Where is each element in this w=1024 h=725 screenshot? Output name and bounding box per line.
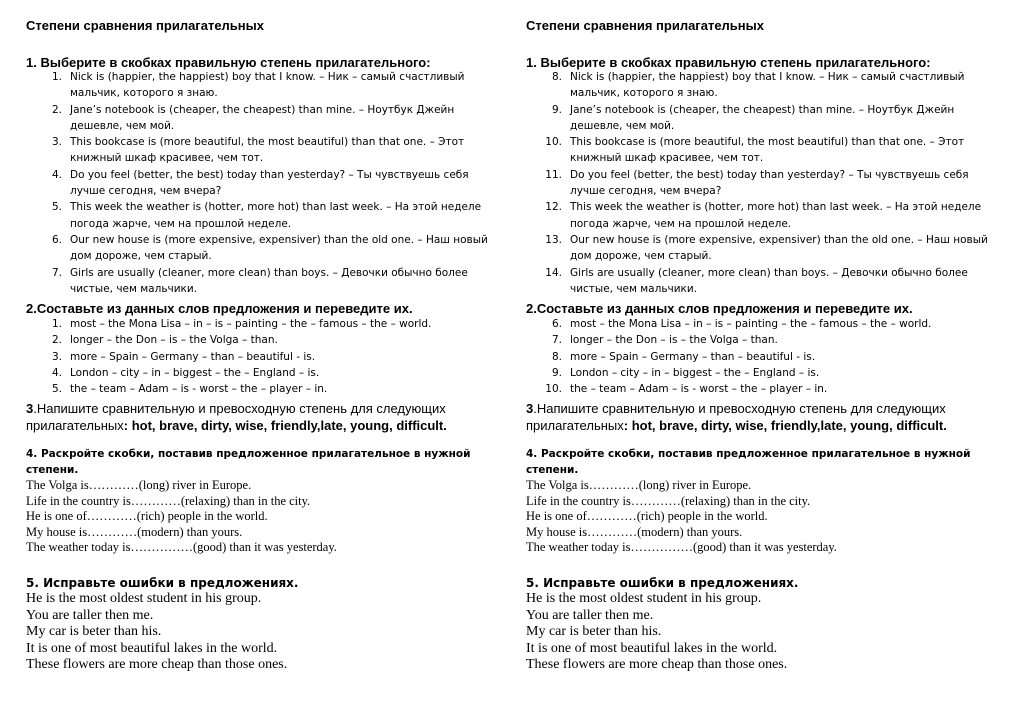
exercise-line: You are taller then me. — [26, 607, 154, 623]
item-text: This week the weather is (hotter, more hot) than last week. – На этой неделе погода жарче, чем на прошлой неделе. — [70, 201, 482, 230]
exercise-line: The Volga is…………(long) river in Europe. — [526, 478, 752, 492]
section3-number: 3 — [526, 401, 534, 416]
item-text: more – Spain – Germany – than – beautiful - is. — [70, 350, 316, 363]
section1-heading: 1. Выберите в скобках правильную степень прилагательного: — [26, 55, 431, 70]
item-number: 5. — [51, 383, 62, 396]
exercise-line: It is one of most beautiful lakes in the world. — [526, 640, 778, 656]
list-item — [526, 316, 1006, 332]
exercise-line: He is the most oldest student in his group. — [526, 591, 762, 606]
item-text: Jane’s notebook is (cheaper, the cheapest) than mine. – Ноутбук Джейн дешевле, чем мой. — [70, 103, 455, 132]
section1-list — [526, 69, 1006, 297]
section3-words: : hot, brave, dirty, wise, friendly,late, young, difficult. — [123, 418, 447, 433]
exercise-line: These flowers are more cheap than those ones. — [526, 657, 788, 673]
list-item — [26, 381, 506, 397]
exercise-line: He is one of…………(rich) people in the world. — [526, 509, 768, 524]
list-item — [526, 232, 1006, 265]
section4-lines — [26, 478, 337, 556]
list-item — [26, 332, 506, 348]
section3-number: 3 — [26, 401, 34, 416]
list-item — [26, 102, 506, 135]
item-text: This week the weather is (hotter, more hot) than last week. – На этой неделе погода жарче, чем на прошлой неделе. — [570, 201, 982, 230]
item-text: longer – the Don – is – the Volga – than. — [70, 334, 278, 347]
list-item — [26, 69, 506, 102]
list-item — [26, 349, 506, 365]
exercise-line: My house is…………(modern) than yours. — [26, 524, 243, 539]
exercise-line: My house is…………(modern) than yours. — [526, 524, 743, 539]
exercise-line: It is one of most beautiful lakes in the world. — [26, 640, 278, 656]
item-number: 2. — [51, 334, 62, 347]
item-number: 7. — [51, 266, 62, 279]
section5-heading: 5. Исправьте ошибки в предложениях. — [26, 576, 299, 590]
section2-heading: 2.Составьте из данных слов предложения и переведите их. — [526, 301, 913, 316]
section1-list — [26, 69, 506, 297]
list-item — [526, 265, 1006, 298]
section3-heading — [26, 400, 506, 434]
list-item — [26, 365, 506, 381]
section4-lines — [526, 478, 837, 556]
section2-list — [26, 316, 506, 397]
item-text: the – team – Adam – is - worst – the – player – in. — [570, 383, 828, 396]
item-number: 8. — [551, 350, 562, 363]
item-number: 9. — [551, 366, 562, 379]
section2-heading: 2.Составьте из данных слов предложения и переведите их. — [26, 301, 413, 316]
list-item — [526, 381, 1006, 397]
item-text: London – city – in – biggest – the – England – is. — [70, 366, 320, 379]
exercise-line: These flowers are more cheap than those ones. — [26, 657, 288, 673]
item-text: Nick is (happier, the happiest) boy that I know. – Ник – самый счастливый мальчик, которого я знаю. — [570, 71, 965, 100]
item-text: Jane’s notebook is (cheaper, the cheapest) than mine. – Ноутбук Джейн дешевле, чем мой. — [570, 103, 955, 132]
section5-lines — [26, 591, 287, 674]
exercise-line: He is one of…………(rich) people in the world. — [26, 509, 268, 524]
item-number: 13. — [545, 233, 562, 246]
item-text: more – Spain – Germany – than – beautiful - is. — [570, 350, 816, 363]
item-text: Do you feel (better, the best) today than yesterday? – Ты чувствуешь себя лучше сегодня, чем вчера? — [70, 168, 469, 198]
item-number: 8. — [551, 71, 562, 83]
item-number: 10. — [545, 136, 562, 149]
worksheet-title: Степени сравнения прилагательных — [26, 18, 264, 33]
item-number: 1. — [51, 71, 62, 83]
item-text: most – the Mona Lisa – in – is – painting – the – famous – the – world. — [70, 318, 432, 330]
item-number: 3. — [51, 136, 62, 149]
exercise-line: Life in the country is…………(relaxing) than in the city. — [26, 493, 311, 508]
exercise-line: The Volga is…………(long) river in Europe. — [26, 478, 252, 492]
list-item — [526, 102, 1006, 135]
list-item — [526, 69, 1006, 102]
exercise-line: He is the most oldest student in his group. — [26, 591, 262, 606]
worksheet-title: Степени сравнения прилагательных — [526, 18, 764, 33]
item-text: Our new house is (more expensive, expensiver) than the old one. – Наш новый дом дороже, чем старый. — [570, 233, 988, 263]
item-number: 6. — [551, 318, 562, 330]
list-item — [26, 316, 506, 332]
list-item — [526, 365, 1006, 381]
item-text: This bookcase is (more beautiful, the most beautiful) than that one. – Этот книжный шкаф красивее, чем тот. — [570, 136, 965, 165]
exercise-line: You are taller then me. — [526, 607, 654, 623]
item-number: 6. — [51, 233, 62, 246]
list-item — [526, 332, 1006, 348]
exercise-line: The weather today is……………(good) than it was yesterday. — [526, 540, 837, 555]
list-item — [26, 199, 506, 232]
item-text: the – team – Adam – is - worst – the – player – in. — [70, 383, 328, 396]
item-number: 3. — [51, 350, 62, 363]
item-text: Girls are usually (cleaner, more clean) than boys. – Девочки обычно более чистые, чем мальчики. — [70, 266, 468, 295]
item-number: 7. — [551, 334, 562, 347]
item-text: London – city – in – biggest – the – England – is. — [570, 366, 820, 379]
list-item — [26, 232, 506, 265]
item-text: Girls are usually (cleaner, more clean) than boys. – Девочки обычно более чистые, чем мальчики. — [570, 266, 968, 295]
exercise-line: The weather today is……………(good) than it was yesterday. — [26, 540, 337, 555]
section2-list — [526, 316, 1006, 397]
item-number: 12. — [545, 201, 562, 214]
item-text: most – the Mona Lisa – in – is – painting – the – famous – the – world. — [570, 318, 932, 330]
item-text: Do you feel (better, the best) today than yesterday? – Ты чувствуешь себя лучше сегодня, чем вчера? — [570, 168, 969, 198]
list-item — [26, 265, 506, 298]
item-number: 1. — [51, 318, 62, 330]
section3-words: : hot, brave, dirty, wise, friendly,late, young, difficult. — [623, 418, 947, 433]
item-number: 5. — [51, 201, 62, 214]
section5-heading: 5. Исправьте ошибки в предложениях. — [526, 576, 799, 590]
item-number: 2. — [51, 103, 62, 116]
item-number: 4. — [51, 168, 62, 181]
section3-heading — [526, 400, 1006, 434]
list-item — [526, 349, 1006, 365]
list-item — [526, 167, 1006, 200]
item-number: 10. — [545, 383, 562, 396]
exercise-line: My car is beter than his. — [526, 624, 662, 640]
list-item — [526, 134, 1006, 167]
section4-heading: 4. Раскройте скобки, поставив предложенное прилагательное в нужной степени. — [26, 448, 471, 476]
item-text: longer – the Don – is – the Volga – than. — [570, 334, 778, 347]
list-item — [26, 134, 506, 167]
list-item — [26, 167, 506, 200]
item-number: 11. — [545, 168, 562, 181]
section3-text: .Напишите сравнительную и превосходную степень для следующих прилагательных — [526, 401, 946, 433]
item-number: 14. — [545, 266, 562, 279]
item-text: This bookcase is (more beautiful, the most beautiful) than that one. – Этот книжный шкаф красивее, чем тот. — [70, 136, 465, 165]
section4-heading: 4. Раскройте скобки, поставив предложенное прилагательное в нужной степени. — [526, 448, 971, 476]
item-number: 9. — [551, 103, 562, 116]
item-text: Our new house is (more expensive, expensiver) than the old one. – Наш новый дом дороже, чем старый. — [70, 233, 488, 263]
list-item — [526, 199, 1006, 232]
exercise-line: My car is beter than his. — [26, 624, 162, 640]
exercise-line: Life in the country is…………(relaxing) than in the city. — [526, 493, 811, 508]
item-text: Nick is (happier, the happiest) boy that I know. – Ник – самый счастливый мальчик, которого я знаю. — [70, 71, 465, 100]
section3-text: .Напишите сравнительную и превосходную степень для следующих прилагательных — [26, 401, 446, 433]
item-number: 4. — [51, 366, 62, 379]
section1-heading: 1. Выберите в скобках правильную степень прилагательного: — [526, 55, 931, 70]
section5-lines — [526, 591, 787, 674]
